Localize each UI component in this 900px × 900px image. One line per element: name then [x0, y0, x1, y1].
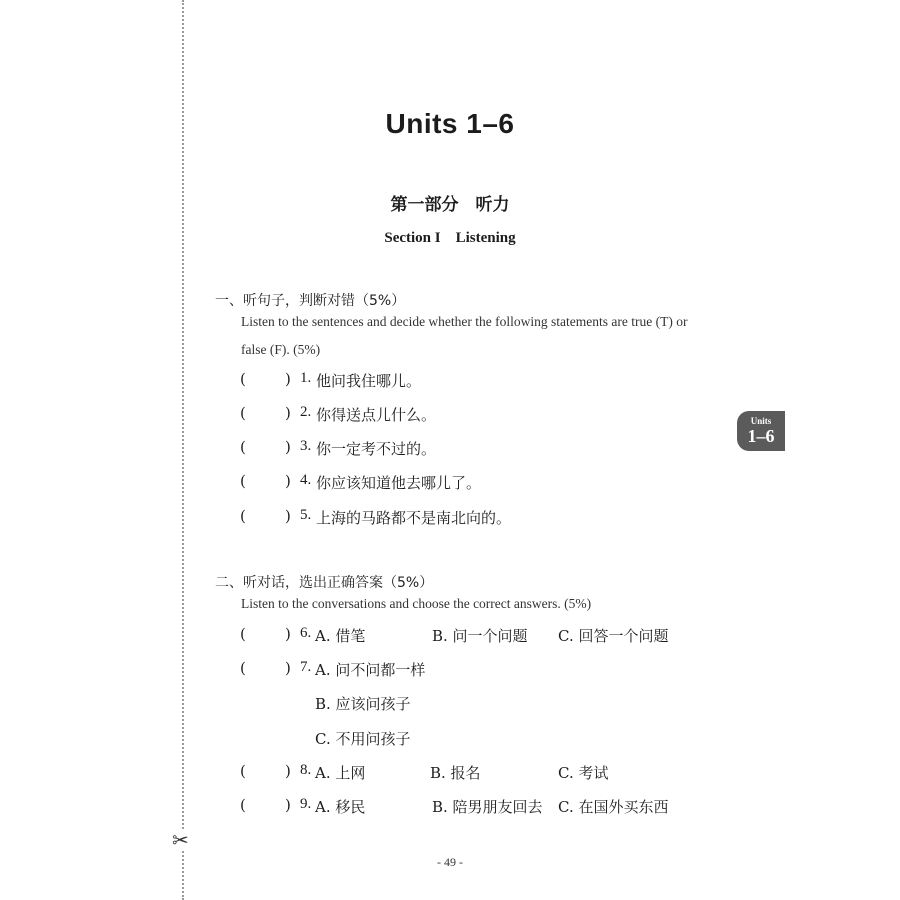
option-c: C. 不用问孩子 — [315, 730, 411, 748]
units-side-tab — [737, 411, 785, 451]
section2-instruction: Listen to the conversations and choose the correct answers. (5%) — [241, 596, 592, 611]
option-c: C. 考试 — [558, 764, 609, 782]
answer-blank-open[interactable]: ( — [240, 404, 246, 422]
part-title-chinese: 第一部分 听力 — [390, 195, 510, 215]
question-text: 你得送点儿什么。 — [316, 406, 437, 424]
section1-instruction-line2: false (F). (5%) — [241, 342, 321, 357]
question-number: 4. — [300, 472, 312, 488]
option-c: C. 回答一个问题 — [558, 627, 669, 645]
option-b: B. 应该问孩子 — [315, 695, 411, 713]
option-a: A. 上网 — [315, 764, 366, 782]
section1-instruction-line1: Listen to the sentences and decide whether the following statements are true (T) or — [241, 314, 688, 329]
question-text: 你一定考不过的。 — [316, 440, 437, 458]
side-tab-range: 1–6 — [747, 426, 775, 446]
answer-blank-open[interactable]: ( — [240, 438, 246, 456]
question-number: 7. — [300, 659, 312, 675]
question-text: 上海的马路都不是南北向的。 — [316, 509, 512, 527]
option-c: C. 在国外买东西 — [558, 798, 669, 816]
section2-heading: 二、听对话，选出正确答案（5%） — [215, 575, 434, 591]
answer-blank-close: ) — [285, 659, 291, 677]
section1-heading: 一、听句子，判断对错（5%） — [215, 293, 406, 309]
option-b: B. 问一个问题 — [432, 627, 528, 645]
part-title-english: Section I Listening — [384, 230, 516, 246]
question-number: 9. — [300, 796, 312, 812]
question-number: 1. — [300, 370, 312, 386]
answer-blank-close: ) — [285, 762, 291, 780]
page-title: Units 1–6 — [385, 108, 515, 139]
answer-blank-close: ) — [285, 507, 291, 525]
answer-blank-open[interactable]: ( — [240, 507, 246, 525]
option-b: B. 报名 — [430, 764, 481, 782]
answer-blank-open[interactable]: ( — [240, 370, 246, 388]
question-number: 6. — [300, 625, 312, 641]
answer-blank-close: ) — [285, 404, 291, 422]
question-number: 8. — [300, 762, 312, 778]
answer-blank-close: ) — [285, 625, 291, 643]
answer-blank-close: ) — [285, 472, 291, 490]
answer-blank-close: ) — [285, 796, 291, 814]
answer-blank-open[interactable]: ( — [240, 472, 246, 490]
question-number: 3. — [300, 438, 312, 454]
answer-blank-close: ) — [285, 370, 291, 388]
page-number: - 49 - — [437, 855, 463, 869]
question-number: 5. — [300, 507, 312, 523]
side-tab-label: Units — [750, 416, 772, 426]
option-a: A. 问不问都一样 — [315, 661, 426, 679]
question-number: 2. — [300, 404, 312, 420]
answer-blank-open[interactable]: ( — [240, 659, 246, 677]
answer-blank-open[interactable]: ( — [240, 796, 246, 814]
option-b: B. 陪男朋友回去 — [432, 798, 543, 816]
question-text: 你应该知道他去哪儿了。 — [316, 474, 482, 492]
scissors-icon: ✂ — [172, 828, 189, 852]
option-a: A. 移民 — [315, 798, 366, 816]
answer-blank-open[interactable]: ( — [240, 625, 246, 643]
option-a: A. 借笔 — [315, 627, 366, 645]
question-text: 他问我住哪儿。 — [316, 372, 422, 390]
answer-blank-close: ) — [285, 438, 291, 456]
answer-blank-open[interactable]: ( — [240, 762, 246, 780]
